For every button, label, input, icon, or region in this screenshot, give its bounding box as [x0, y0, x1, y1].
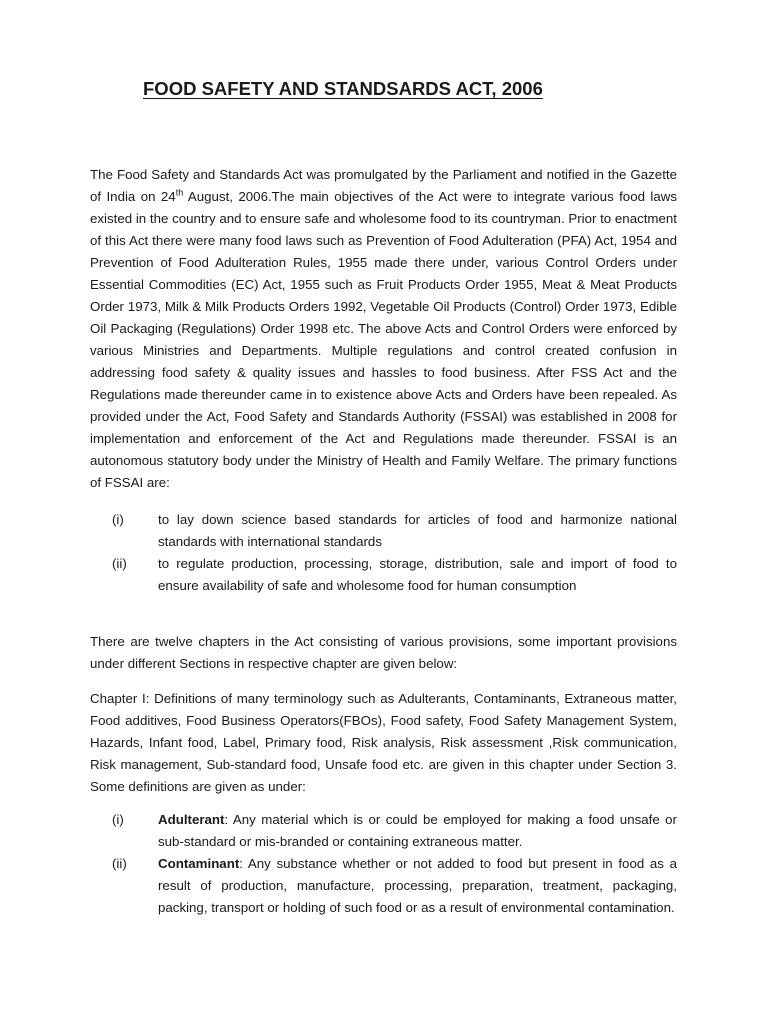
- definitions-list: [90, 809, 677, 919]
- list-item: [90, 809, 677, 853]
- document-body: [90, 164, 677, 919]
- list-item: [90, 853, 677, 919]
- document-title: FOOD SAFETY AND STANDSARDS ACT, 2006: [143, 78, 543, 99]
- definition-body: : Any material which is or could be employed for making a food unsafe or sub-standard or mis-branded or containing extraneous matter.: [158, 812, 677, 849]
- list-marker: (i): [112, 812, 124, 827]
- list-item: [90, 553, 677, 597]
- chapter-1-paragraph: Chapter I: Definitions of many terminology such as Adulterants, Contaminants, Extraneous matter, Food additives, Food Business Operators(FBOs), Food safety, Food Safety Management System, Hazards, Infant food, Label, Primary food, Risk analysis, Risk assessment ,Risk communication, Risk management, Sub-standard food, Unsafe food etc. are given in this chapter under Section 3. Some definitions are given as under:: [90, 691, 677, 794]
- intro-paragraph: [90, 164, 677, 494]
- list-item: [90, 509, 677, 553]
- definition-term: Contaminant: [158, 856, 240, 871]
- definition-text: [158, 809, 677, 853]
- list-marker: (ii): [112, 856, 127, 871]
- list-item-text: to lay down science based standards for articles of food and harmonize national standards with international standards: [158, 512, 677, 549]
- date-ordinal-suffix: th: [175, 187, 184, 198]
- intro-text-part2: August, 2006.The main objectives of the Act were to integrate various food laws existed in the country and to ensure safe and wholesome food to its countryman. Prior to enactment of this Act there were many food laws such as Prevention of Food Adulteration (PFA) Act, 1954 and Prevention of Food Adulteration Rules, 1955 made there under, various Control Orders under Essential Commodities (EC) Act, 1955 such as Fruit Products Order 1955, Meat & Meat Products Order 1973, Milk & Milk Products Orders 1992, Vegetable Oil Products (Control) Order 1973, Edible Oil Packaging (Regulations) Order 1998 etc. The above Acts and Control Orders were enforced by various Ministries and Departments. Multiple regulations and control created confusion in addressing food safety & quality issues and hassles to food business. After FSS Act and the Regulations made thereunder came in to existence above Acts and Orders have been repealed. As provided under the Act, Food Safety and Standards Authority (FSSAI) was established in 2008 for implementation and enforcement of the Act and Regulations made thereunder. FSSAI is an autonomous statutory body under the Ministry of Health and Family Welfare. The primary functions of FSSAI are:: [90, 189, 677, 490]
- list-marker: (i): [112, 512, 124, 527]
- definition-body: : Any substance whether or not added to food but present in food as a result of production, manufacture, processing, preparation, treatment, packaging, packing, transport or holding of such food or as a result of environmental contamination.: [158, 856, 677, 915]
- definition-text: [158, 853, 677, 919]
- chapters-intro-paragraph: There are twelve chapters in the Act consisting of various provisions, some important provisions under different Sections in respective chapter are given below:: [90, 634, 677, 671]
- list-marker: (ii): [112, 556, 127, 571]
- functions-list: [90, 509, 677, 597]
- intro-text-part1: The Food Safety and Standards Act was promulgated by the Parliament and notified in the Gazette of India on 24: [90, 167, 677, 204]
- list-item-text: to regulate production, processing, storage, distribution, sale and import of food to ensure availability of safe and wholesome food for human consumption: [158, 556, 677, 593]
- definition-term: Adulterant: [158, 812, 225, 827]
